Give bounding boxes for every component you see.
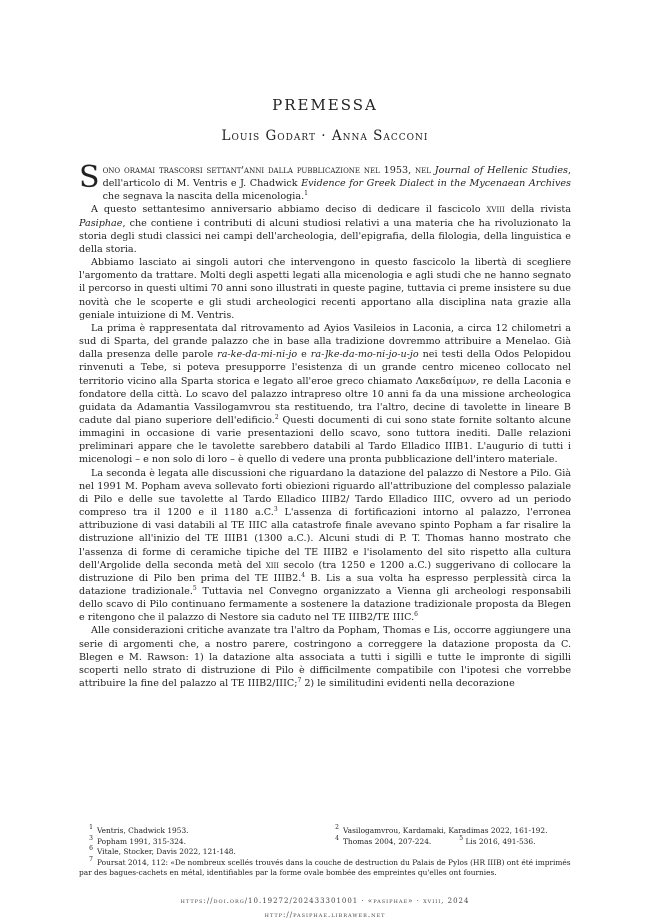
footnote-4-5: $^4$ Thomas 2004, 207-224. $^5$ Lis 2016, 491-536.: [335, 834, 536, 846]
linear-b-word: ra-]ke-da-mo-ni-jo-u-jo: [310, 349, 419, 361]
paragraph-2: [79, 203, 571, 256]
footer-doi[interactable]: https://doi.org/10.19272/202433301001 · «pasiphae» · xviii, 2024: [180, 897, 470, 905]
text-span: , che contiene i contributi di alcuni studiosi relativi a una materia che ha rivoluzionato la storia degli studi classici nei campi dell'archeologia, dell'epigrafia, della filologia, della linguistica e della storia.: [79, 217, 571, 255]
footnote-1: $^1$ Ventris, Chadwick 1953.: [89, 824, 189, 835]
page-content: [79, 96, 571, 690]
footnote-number: 5: [459, 834, 464, 842]
footnote-ref-6[interactable]: 6: [414, 611, 418, 619]
linear-b-word: ra-ke-da-mi-ni-jo: [217, 349, 298, 361]
footnote-row: [79, 847, 571, 858]
paragraph-3: Abbiamo lasciato ai singoli autori che intervengono in questo fascicolo la libertà di scegliere l'argomento da trattare. Molti degli aspetti legati alla micenologia e agli studi che ne hanno segnato il percorso in questi ultimi 70 anni sono illustrati in queste pagine, tuttavia ci preme insistere su due novità che le scoperte e gli studi archeologici recenti apportano alla disciplina nata grazie alla geniale intuizione di M. Ventris.: [79, 257, 571, 321]
text-span: 2) le similitudini evidenti nella decorazione: [301, 678, 515, 690]
text-span: , dell'articolo di M. Ventris e J. Chadwick: [102, 165, 571, 190]
footnote-6: $^6$ Vitale, Stocker, Davis 2022, 121-148.: [89, 845, 236, 856]
roman-numeral: xviii: [486, 204, 505, 216]
text-span: Tuttavia nel Convegno organizzato a Vienna gli archeologi responsabili dello scavo di Pilo continuano fermamente a sostenere la datazione tradizionale proposta da Blegen e ritengono che il palazzo di Nestore sia caduto nel TE IIIB2/TE IIIC.: [79, 586, 571, 624]
text-span: L'assenza di fortificazioni intorno al palazzo, l'erronea attribuzione di vasi databili al TE IIIC alla catastrofe finale avevano spinto Popham a far risalire la distruzione all'inizio del TE IIIB1 (1300 a.C.). Alcuni studi di P. T. Thomas hanno mostrato che l'assenza di forme di ceramiche tipiche del TE IIIB2 e l'isolamento del sito rispetto alla cultura dell'Argolide della seconda metà del: [79, 507, 571, 571]
text-span: A questo settantesimo anniversario abbiamo deciso di dedicare il fascicolo: [91, 204, 487, 216]
footnote-ref-7[interactable]: 7: [297, 677, 302, 685]
footnote-3: $^3$ Popham 1991, 315-324.: [89, 834, 186, 846]
footnote-2: $^2$ Vasilogamvrou, Kardamaki, Karadimas 2022, 161-192.: [335, 824, 548, 835]
text-span: e: [297, 349, 311, 361]
body-text: [79, 160, 572, 690]
authors-line: Louis Godart · Anna Sacconi: [221, 128, 429, 144]
paragraph-4: [79, 322, 571, 467]
paragraph-1: [79, 160, 571, 203]
footnote-text: Vitale, Stocker, Davis 2022, 121-148.: [97, 847, 236, 856]
journal-title: Journal of Hellenic Studies: [434, 165, 568, 176]
footnote-text: Poursat 2014, 112: «De nombreux scellés trouvés dans la couche de destruction du Palais de Pylos (HR IIIB) ont été imprimés par des bagues-cachets en métal, identifiables par la forme ovale bombée des empreintes qu'elles ont fournies.: [79, 857, 571, 877]
text-span: Alle considerazioni critiche avanzate tra l'altro da Popham, Thomas e Lis, occorre aggiungere una serie di argomenti che, a nostro parere, costringono a correggere la datazione proposta da C. Blegen e M. Rawson: 1) la datazione alta associata a tutti i sigilli e tutte le impronte di sigilli scoperti nello strato di distruzione di Pilo è difficilmente compatibile con l'ipotesi che vorrebbe attribuire la fine del palazzo al TE IIIB2/IIIC;: [79, 625, 571, 690]
text-span: B. Lis a sua volta ha espresso perplessità circa la datazione tradizionale.: [79, 572, 572, 597]
text-span: secolo (tra 1250 e 1200 a.C.) suggerivano di collocare la distruzione di Pilo ben prima del TE IIIB2.: [79, 559, 571, 584]
journal-title: Pasiphae: [79, 217, 123, 229]
text-span: Questi documenti di cui sono state fornite soltanto alcune immagini in occasione di varie presentazioni dello scavo, sono tuttora inediti. Dalle relazioni preliminari appare che le tavolette sarebbero databili al Tardo Elladico IIIB1. L'augurio di tutti i micenologi – e non solo di loro – è quello di vedere una pronta pubblicazione dell'intero materiale.: [79, 414, 571, 466]
text-span: ono oramai trascorsi settant'anni dalla pubblicazione nel 1953, nel: [102, 165, 435, 176]
paragraph-5: [79, 467, 571, 625]
footnotes: [79, 826, 571, 879]
footnote-ref-4[interactable]: 4: [301, 571, 306, 579]
footnote-ref-1[interactable]: 1: [304, 190, 308, 198]
footnote-ref-5[interactable]: 5: [192, 585, 197, 592]
footnote-ref-3[interactable]: 3: [273, 506, 278, 514]
footnote-7: $^7$ Poursat 2014, 112: «De nombreux scellés trouvés dans la couche de destruction du Palais de Pylos (HR IIIB) ont été imprimés par des bagues-cachets en métal, identifiables par la forme ovale bombée des empreintes qu'elles ont fournies.: [79, 855, 571, 877]
text-span: della rivista: [504, 204, 571, 216]
paragraph-6: [79, 624, 571, 690]
footnote-ref-2[interactable]: 2: [274, 413, 279, 421]
text-span: che segnava la nascita della micenologia.: [102, 191, 305, 203]
page-title: PREMESSA: [272, 96, 378, 114]
footer-url[interactable]: http://pasiphae.libraweb.net: [264, 911, 386, 919]
article-title: Evidence for Greek Dialect in the Mycenaean Archives: [301, 178, 571, 190]
text-span: nei testi della Odos Pelopidou rinvenuti a Tebe, si poteva presupporre l'esistenza di un grande centro miceneo collocato nel territorio vicino alla Sparta storica e legato all'eroe greco chiamato Λακεδαίμων, re della Laconia e fondatore della città. Lo scavo del palazzo intrapreso oltre 10 anni fa da una missione archeologica guidata da Adamantia Vassilogamvrou sta restituendo, tra l'altro, decine di tavolette in lineare B cadute dal piano superiore dell'edificio.: [79, 349, 572, 426]
footnote-text: Lis 2016, 491-536.: [465, 836, 536, 846]
drop-cap: S: [79, 160, 100, 195]
text-span: La prima è rappresentata dal ritrovamento ad Ayios Vasileios in Laconia, a circa 12 chilometri a sud di Sparta, del grande palazzo che in base alla tradizione dovremmo attribuire a Menelao. Già dalla presenza delle parole: [79, 322, 571, 361]
footnote-text: Popham 1991, 315-324.: [97, 836, 186, 846]
text-span: La seconda è legata alle discussioni che riguardano la datazione del palazzo di Nestore a Pilo. Già nel 1991 M. Popham aveva sollevato forti obiezioni riguardo all'attribuzione del complesso palaziale di Pilo e delle sue tavolette al Tardo Elladico IIIB2/ Tardo Elladico IIIC, ovvero ad un periodo compreso tra il 1200 e il 1180 a.C.: [79, 467, 571, 519]
footnote-text: Thomas 2004, 207-224.: [343, 836, 432, 846]
roman-numeral: xiii: [265, 559, 280, 571]
footnote-text: Ventris, Chadwick 1953.: [97, 826, 189, 835]
footnote-text: Vasilogamvrou, Kardamaki, Karadimas 2022, 161-192.: [343, 826, 548, 835]
footnote-row: [79, 834, 571, 848]
footnote-row: [79, 826, 571, 837]
